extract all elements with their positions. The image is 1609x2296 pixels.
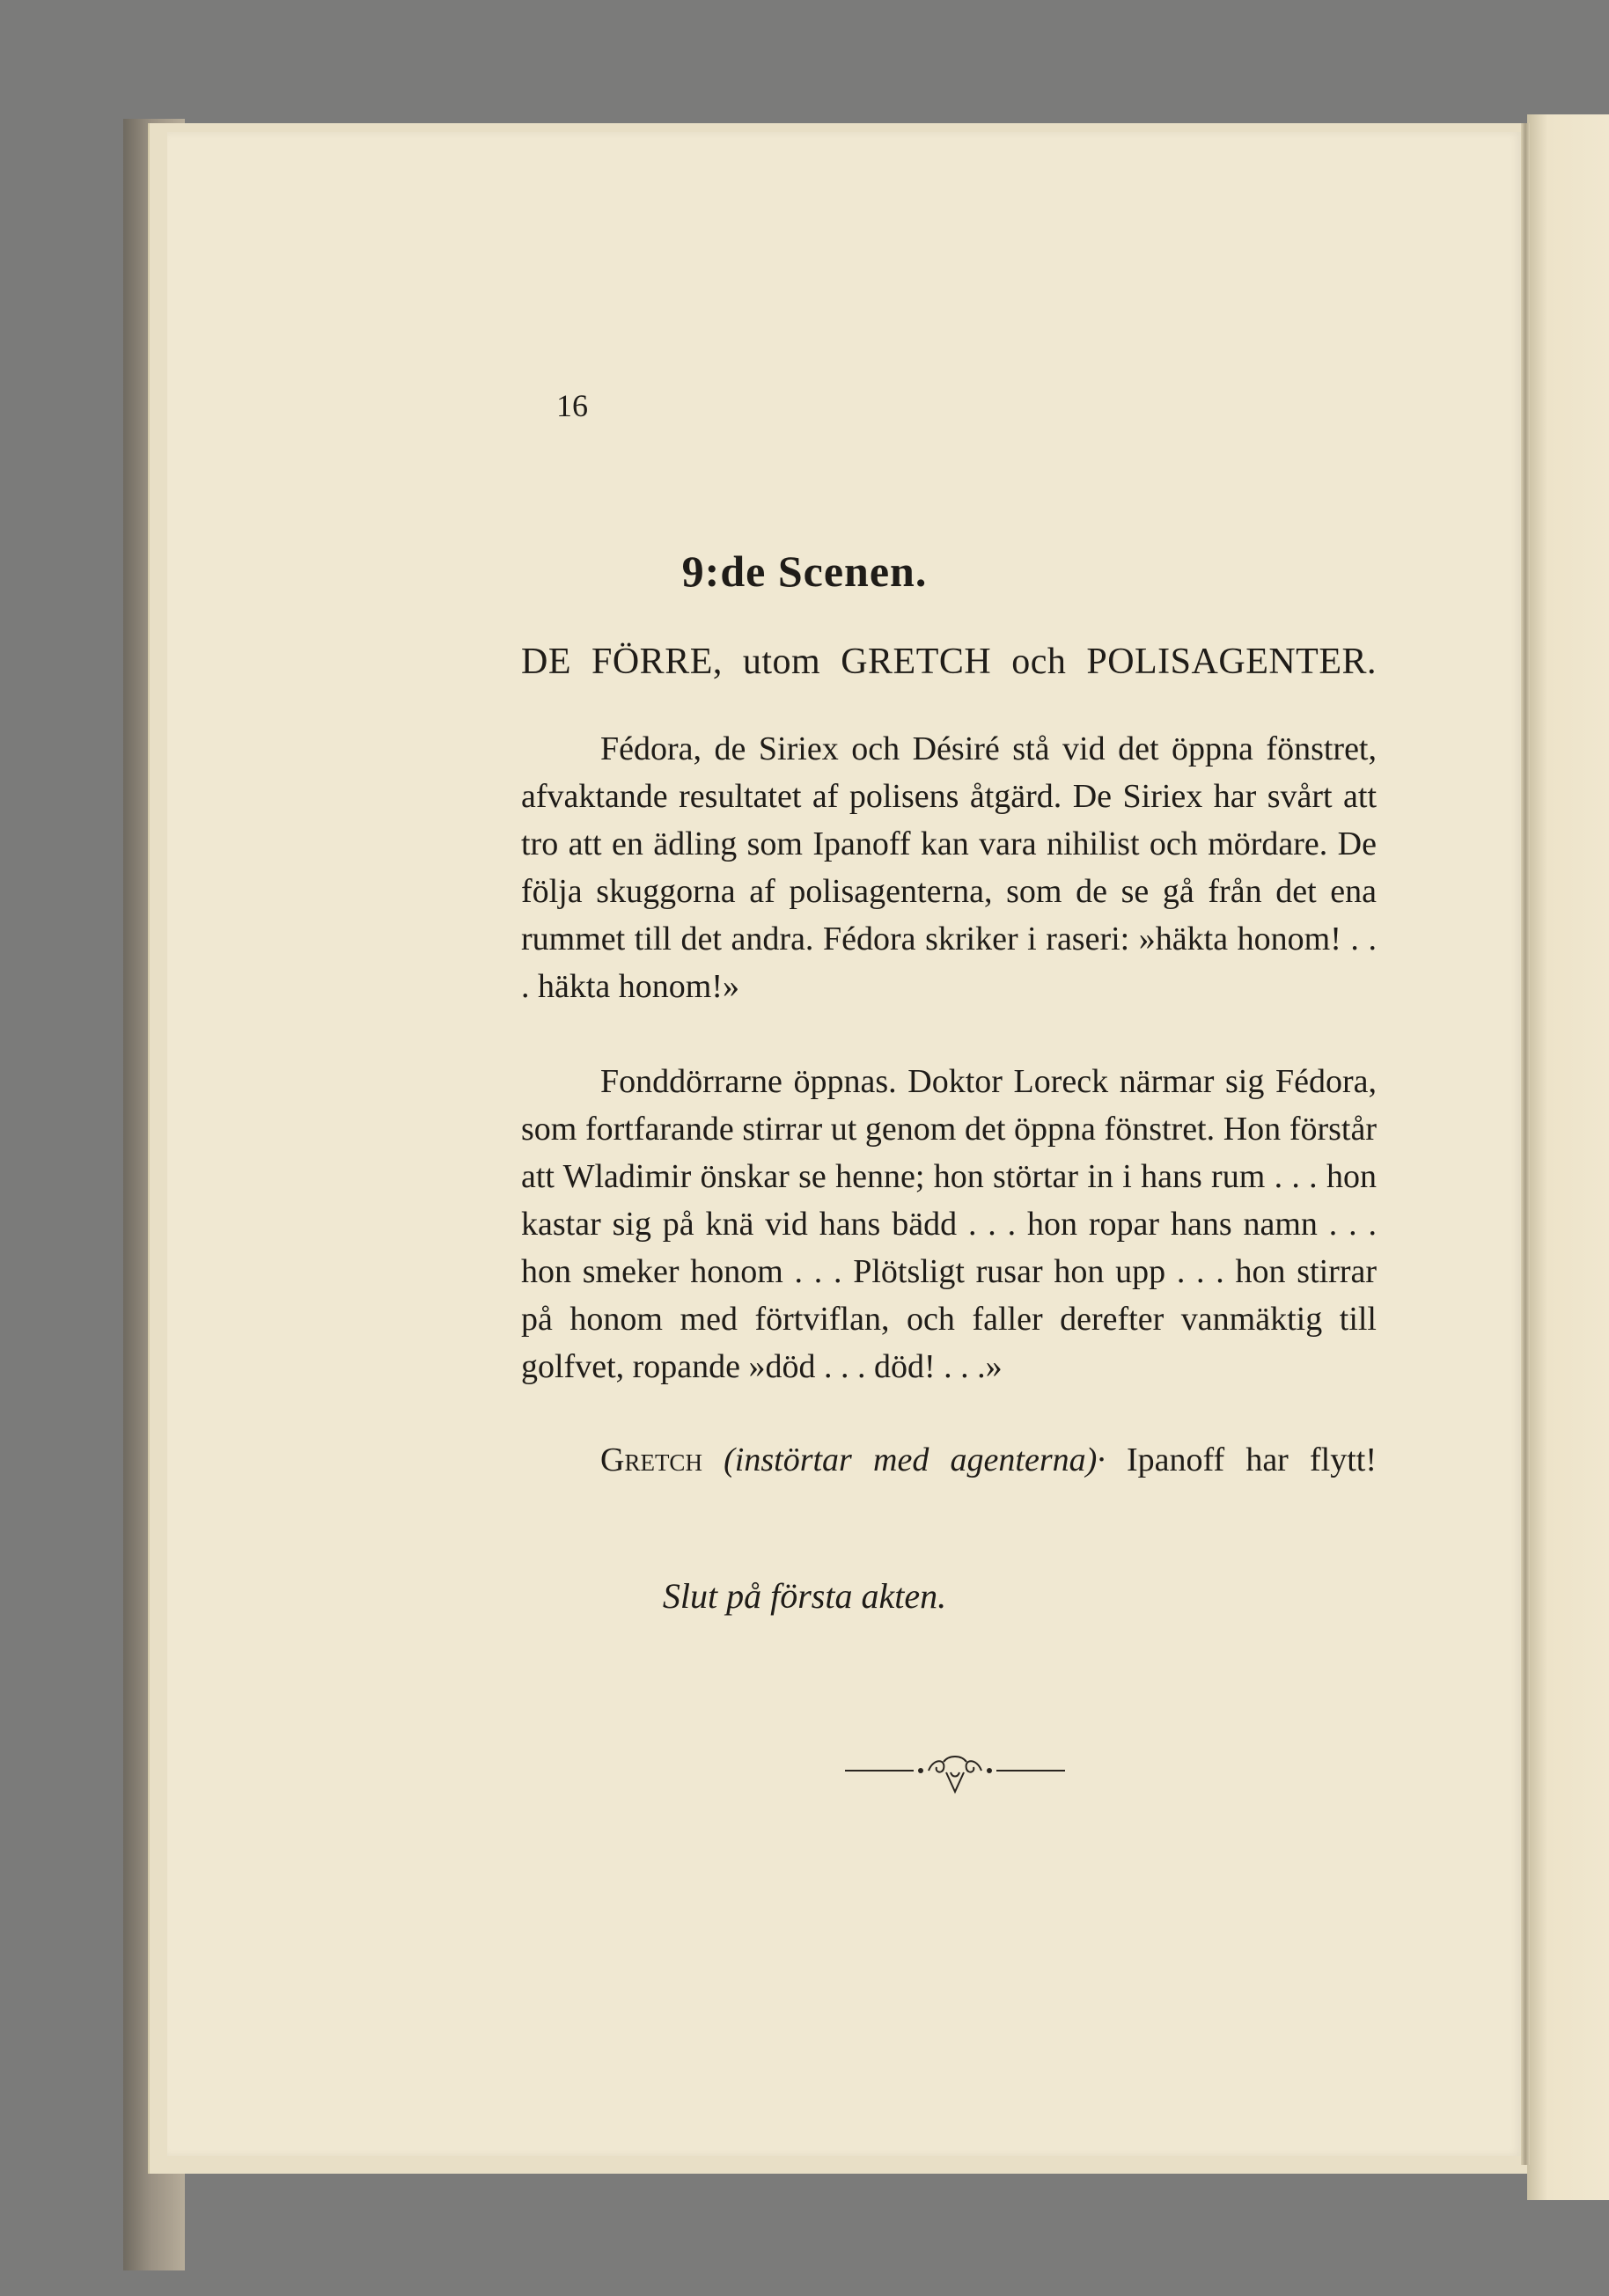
decorative-flourish-icon: [845, 1751, 1065, 1804]
cast-line: DE FÖRRE, utom GRETCH och POLISAGENTER.: [521, 642, 1377, 682]
stage-paragraph-1: Fédora, de Siriex och Désiré stå vid det öppna fönstret, afvaktande resultatet af polisens åtgärd. De Siriex har svårt att tro att en ädling som Ipanoff kan vara nihilist och mördare. De följa skuggorna af polisagenterna, som de se gå från det ena rummet till det andra. Fédora skriker i raseri: »häkta honom! . . . häkta honom!»: [521, 730, 1377, 1005]
speech-text: Ipanoff har flytt!: [1126, 1441, 1378, 1478]
page-number: 16: [556, 388, 588, 423]
act-closing: Slut på första akten.: [662, 1576, 947, 1616]
next-page-edge: [1527, 114, 1609, 2200]
speaker-name: Gretch: [600, 1441, 702, 1478]
scene-title: 9:de Scenen.: [681, 546, 928, 596]
stage-direction: (instörtar med agenterna)·: [724, 1441, 1106, 1478]
dialogue-line: [521, 1436, 1377, 1484]
stage-paragraph-2: Fonddörrarne öppnas. Doktor Loreck närmar sig Fédora, som fortfarande stirrar ut genom det öppna fönstret. Hon förstår att Wladimir önskar se henne; hon störtar in i hans rum . . . hon kastar sig på knä vid hans bädd . . . hon ropar hans namn . . . hon smeker honom . . . Plötsligt rusar hon upp . . . hon stirrar på honom med förtviflan, och faller derefter vanmäktig till golfvet, ropande »död . . . död! . . .»: [521, 1063, 1377, 1385]
gutter-fold: [1521, 123, 1530, 2165]
